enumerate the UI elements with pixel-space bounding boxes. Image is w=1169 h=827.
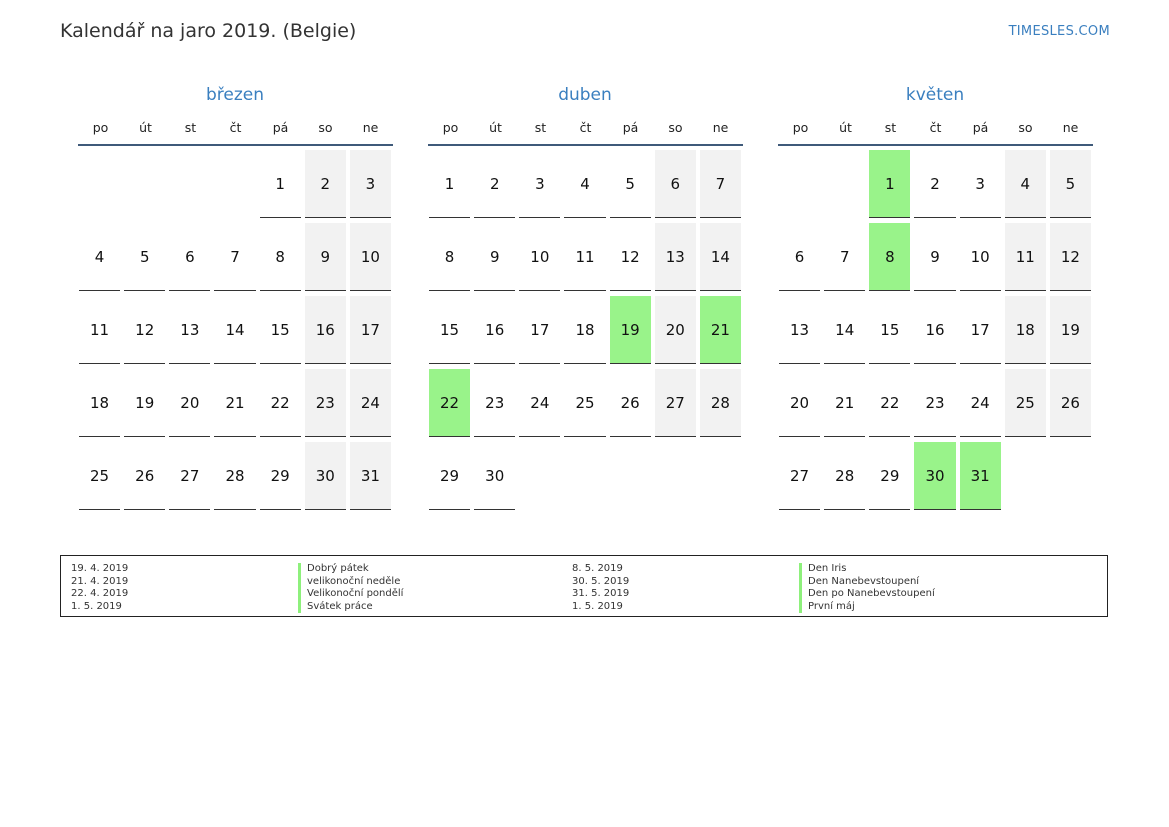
legend-right-names — [799, 563, 935, 613]
day-cell[interactable]: 2 — [474, 150, 515, 218]
day-cell[interactable]: 31 — [960, 442, 1001, 510]
day-cell[interactable]: 29 — [429, 442, 470, 510]
legend-right-dates — [572, 563, 629, 613]
day-cell[interactable]: 21 — [700, 296, 741, 364]
legend-date: 19. 4. 2019 — [71, 563, 129, 574]
day-cell[interactable]: 5 — [1050, 150, 1091, 218]
day-cell[interactable]: 23 — [305, 369, 346, 437]
day-cell[interactable]: 12 — [124, 296, 165, 364]
day-cell[interactable]: 13 — [779, 296, 820, 364]
legend-date: 8. 5. 2019 — [572, 563, 623, 574]
weekday-label: čt — [229, 120, 242, 135]
weekday-label: st — [534, 120, 547, 135]
legend-holiday-name: Dobrý pátek — [298, 563, 403, 576]
day-cell[interactable]: 3 — [350, 150, 391, 218]
day-cell[interactable]: 29 — [869, 442, 910, 510]
day-cell[interactable]: 18 — [79, 369, 120, 437]
day-cell[interactable]: 14 — [700, 223, 741, 291]
day-cell[interactable]: 17 — [350, 296, 391, 364]
day-cell[interactable]: 19 — [1050, 296, 1091, 364]
weekday-label: po — [442, 120, 459, 135]
legend-holiday-name: velikonoční neděle — [298, 576, 403, 589]
month-grid — [777, 150, 1093, 515]
weekday-label: pá — [272, 120, 289, 135]
day-cell[interactable]: 26 — [610, 369, 651, 437]
day-cell[interactable]: 20 — [655, 296, 696, 364]
empty-cell — [169, 150, 210, 218]
day-cell[interactable]: 12 — [610, 223, 651, 291]
week-row — [77, 369, 393, 442]
month-0 — [77, 82, 393, 515]
empty-cell — [655, 442, 696, 510]
day-cell[interactable]: 25 — [79, 442, 120, 510]
day-cell[interactable]: 24 — [519, 369, 560, 437]
empty-cell — [124, 150, 165, 218]
day-cell[interactable]: 14 — [214, 296, 255, 364]
day-cell[interactable]: 2 — [914, 150, 955, 218]
day-cell[interactable]: 11 — [564, 223, 605, 291]
day-cell[interactable]: 1 — [869, 150, 910, 218]
legend-holiday-name: Svátek práce — [298, 601, 403, 614]
weekday-label: po — [92, 120, 109, 135]
day-cell[interactable]: 11 — [1005, 223, 1046, 291]
day-cell[interactable]: 8 — [429, 223, 470, 291]
weekday-label: ne — [362, 120, 379, 135]
weekday-label: čt — [929, 120, 942, 135]
empty-cell — [610, 442, 651, 510]
week-row — [427, 296, 743, 369]
month-name: květen — [905, 85, 965, 105]
day-cell[interactable]: 10 — [960, 223, 1001, 291]
empty-cell — [214, 150, 255, 218]
day-cell[interactable]: 24 — [960, 369, 1001, 437]
day-cell[interactable]: 29 — [260, 442, 301, 510]
week-row — [777, 296, 1093, 369]
day-cell[interactable]: 9 — [474, 223, 515, 291]
day-cell[interactable]: 20 — [779, 369, 820, 437]
day-cell[interactable]: 17 — [960, 296, 1001, 364]
day-cell[interactable]: 9 — [914, 223, 955, 291]
day-cell[interactable]: 22 — [260, 369, 301, 437]
legend-left-dates — [71, 563, 128, 613]
day-cell[interactable]: 18 — [1005, 296, 1046, 364]
day-cell[interactable]: 30 — [305, 442, 346, 510]
day-cell[interactable]: 10 — [350, 223, 391, 291]
day-cell[interactable]: 23 — [474, 369, 515, 437]
day-cell[interactable]: 8 — [260, 223, 301, 291]
day-cell[interactable]: 2 — [305, 150, 346, 218]
day-cell[interactable]: 18 — [564, 296, 605, 364]
week-row — [777, 223, 1093, 296]
day-cell[interactable]: 15 — [260, 296, 301, 364]
day-cell[interactable]: 4 — [1005, 150, 1046, 218]
day-cell[interactable]: 25 — [564, 369, 605, 437]
day-cell[interactable]: 27 — [169, 442, 210, 510]
day-cell[interactable]: 5 — [124, 223, 165, 291]
day-cell[interactable]: 17 — [519, 296, 560, 364]
day-cell[interactable]: 4 — [79, 223, 120, 291]
month-grid — [77, 150, 393, 515]
empty-cell — [824, 150, 865, 218]
legend-holiday-name: Den Iris — [799, 563, 935, 576]
day-cell[interactable]: 3 — [519, 150, 560, 218]
week-row — [427, 223, 743, 296]
day-cell[interactable]: 21 — [214, 369, 255, 437]
week-row — [777, 442, 1093, 515]
week-row — [427, 442, 743, 515]
day-cell[interactable]: 19 — [610, 296, 651, 364]
legend-date: 1. 5. 2019 — [572, 600, 623, 612]
day-cell[interactable]: 13 — [655, 223, 696, 291]
day-cell[interactable]: 25 — [1005, 369, 1046, 437]
empty-cell — [1050, 442, 1091, 510]
day-cell[interactable]: 27 — [655, 369, 696, 437]
day-cell[interactable]: 7 — [824, 223, 865, 291]
weekday-label: ne — [1062, 120, 1079, 135]
day-cell[interactable]: 28 — [824, 442, 865, 510]
weekday-label: út — [839, 120, 852, 135]
legend-date: 22. 4. 2019 — [71, 588, 129, 599]
legend-date: 1. 5. 2019 — [71, 600, 122, 612]
day-cell[interactable]: 14 — [824, 296, 865, 364]
day-cell[interactable]: 10 — [519, 223, 560, 291]
week-row — [427, 150, 743, 223]
week-row — [427, 369, 743, 442]
day-cell[interactable]: 30 — [474, 442, 515, 510]
month-name: duben — [558, 85, 612, 105]
day-cell[interactable]: 26 — [1050, 369, 1091, 437]
day-cell[interactable]: 1 — [429, 150, 470, 218]
legend-left-names — [298, 563, 403, 613]
weekday-label: st — [184, 120, 197, 135]
weekday-label: ne — [712, 120, 729, 135]
day-cell[interactable]: 12 — [1050, 223, 1091, 291]
day-cell[interactable]: 31 — [350, 442, 391, 510]
weekday-label: so — [318, 120, 333, 135]
weekday-label: st — [884, 120, 897, 135]
day-cell[interactable]: 22 — [869, 369, 910, 437]
legend-holiday-name: Velikonoční pondělí — [298, 588, 403, 601]
day-cell[interactable]: 28 — [214, 442, 255, 510]
legend-date: 21. 4. 2019 — [71, 575, 129, 587]
empty-cell — [79, 150, 120, 218]
weekday-label: pá — [622, 120, 639, 135]
day-cell[interactable]: 6 — [655, 150, 696, 218]
legend-holiday-name: Den Nanebevstoupení — [799, 576, 935, 589]
legend-holiday-name: První máj — [799, 601, 935, 614]
weekday-label: so — [1018, 120, 1033, 135]
weekday-label: pá — [972, 120, 989, 135]
weekday-label: po — [792, 120, 809, 135]
day-cell[interactable]: 4 — [564, 150, 605, 218]
day-cell[interactable]: 11 — [79, 296, 120, 364]
empty-cell — [779, 150, 820, 218]
week-row — [77, 223, 393, 296]
day-cell[interactable]: 20 — [169, 369, 210, 437]
day-cell[interactable]: 16 — [914, 296, 955, 364]
day-cell[interactable]: 6 — [779, 223, 820, 291]
holiday-legend — [60, 555, 1108, 617]
month-2 — [777, 82, 1093, 515]
weekday-header — [428, 118, 743, 146]
day-cell[interactable]: 6 — [169, 223, 210, 291]
weekday-label: út — [489, 120, 502, 135]
empty-cell — [1005, 442, 1046, 510]
day-cell[interactable]: 24 — [350, 369, 391, 437]
day-cell[interactable]: 16 — [474, 296, 515, 364]
page-title: Kalendář na jaro 2019. (Belgie) — [60, 20, 357, 42]
day-cell[interactable]: 28 — [700, 369, 741, 437]
day-cell[interactable]: 9 — [305, 223, 346, 291]
month-grid — [427, 150, 743, 515]
day-cell[interactable]: 15 — [869, 296, 910, 364]
weekday-label: út — [139, 120, 152, 135]
day-cell[interactable]: 7 — [214, 223, 255, 291]
day-cell[interactable]: 19 — [124, 369, 165, 437]
legend-date: 30. 5. 2019 — [572, 575, 630, 587]
day-cell[interactable]: 15 — [429, 296, 470, 364]
empty-cell — [519, 442, 560, 510]
day-cell[interactable]: 7 — [700, 150, 741, 218]
day-cell[interactable]: 5 — [610, 150, 651, 218]
weekday-label: so — [668, 120, 683, 135]
day-cell[interactable]: 27 — [779, 442, 820, 510]
day-cell[interactable]: 26 — [124, 442, 165, 510]
day-cell[interactable]: 8 — [869, 223, 910, 291]
day-cell[interactable]: 13 — [169, 296, 210, 364]
day-cell[interactable]: 1 — [260, 150, 301, 218]
week-row — [777, 150, 1093, 223]
week-row — [77, 296, 393, 369]
month-name: březen — [205, 85, 265, 105]
day-cell[interactable]: 21 — [824, 369, 865, 437]
empty-cell — [700, 442, 741, 510]
week-row — [77, 150, 393, 223]
weekday-header — [778, 118, 1093, 146]
weekday-label: čt — [579, 120, 592, 135]
month-1 — [427, 82, 743, 515]
day-cell[interactable]: 22 — [429, 369, 470, 437]
week-row — [77, 442, 393, 515]
week-row — [777, 369, 1093, 442]
day-cell[interactable]: 3 — [960, 150, 1001, 218]
empty-cell — [564, 442, 605, 510]
day-cell[interactable]: 23 — [914, 369, 955, 437]
weekday-header — [78, 118, 393, 146]
day-cell[interactable]: 30 — [914, 442, 955, 510]
day-cell[interactable]: 16 — [305, 296, 346, 364]
legend-holiday-name: Den po Nanebevstoupení — [799, 588, 935, 601]
site-link[interactable]: TIMESLES.COM — [1008, 24, 1110, 39]
legend-date: 31. 5. 2019 — [572, 588, 630, 599]
